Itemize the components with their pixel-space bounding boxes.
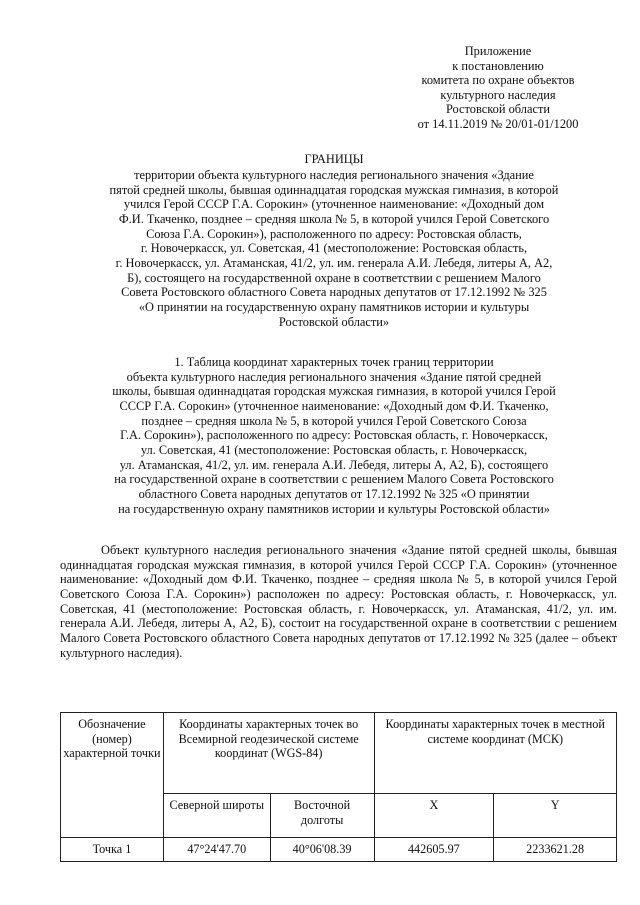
subheader-latitude: Северной широты [163,794,270,838]
header-point: Обозначение (номер) характерной точки [61,713,164,838]
territory-description [60,168,608,329]
description-line: учился Герой СССР Г.А. Сорокин» (уточненное наименование: «Доходный дом [123,197,545,212]
caption-line: СССР Г.А. Сорокин» (уточненное наименование: «Доходный дом Ф.И. Ткаченко, [119,398,549,413]
coordinates-table [60,712,617,862]
description-line: Совета Ростовского областного Совета народных депутатов от 17.12.1992 № 325 [121,285,547,300]
appendix-line: от 14.11.2019 № 20/01-01/1200 [417,116,579,131]
appendix-line: культурного наследия [440,87,556,102]
subheader-longitude: Восточной долготы [270,794,374,838]
caption-line: ул. Атаманская, 41/2, ул. им. генерала А.И. Лебедя, литеры А, А2, Б), состоящего [119,457,549,472]
cell-x: 442605.97 [374,838,494,862]
description-line: Ростовской области» [278,314,390,329]
header-wgs84: Координаты характерных точек во Всемирной геодезической системе координат (WGS-84) [163,713,374,794]
cell-point: Точка 1 [61,838,164,862]
table-header-row [61,713,617,794]
caption-line: объекта культурного наследия регионального значения «Здание пятой средней [126,369,542,384]
appendix-line: к постановлению [452,58,544,73]
caption-line: Г.А. Сорокин»), расположенного по адресу: Ростовская область, г. Новочеркасск, [120,428,548,443]
caption-line: областного Совета народных депутатов от 17.12.1992 № 325 «О принятии [138,486,530,501]
header-msk: Координаты характерных точек в местной системе координат (МСК) [374,713,617,794]
description-line: г. Новочеркасск, ул. Атаманская, 41/2, ул. им. генерала А.И. Лебедя, литеры А, А2, [115,255,553,270]
caption-line: 1. Таблица координат характерных точек границ территории [174,355,494,369]
document-heading: ГРАНИЦЫ [304,152,364,166]
cell-latitude: 47°24'47.70 [163,838,270,862]
cell-y: 2233621.28 [494,838,617,862]
description-line: Б), состоящего на государственной охране в соответствии с решением Малого [127,270,541,285]
cell-longitude: 40°06'08.39 [270,838,374,862]
caption-line: на государственную охрану памятников истории и культуры Ростовской области» [118,501,550,516]
subheader-y: Y [494,794,617,838]
caption-line: позднее – средняя школа № 5, в которой учился Герой Советского Союза [141,413,527,428]
description-line: «О принятии на государственную охрану памятников истории и культуры [138,299,530,314]
table-caption [60,355,608,516]
caption-line: ул. Советская, 41 (местоположение: Ростовская область, г. Новочеркасск, [140,442,528,457]
appendix-line: Ростовской области [445,102,551,117]
description-line: Союза Г.А. Сорокин»), расположенного по адресу: Ростовская область, [146,226,522,241]
caption-line: школы, бывшая одиннадцатая городская мужская гимназия, в которой учился Герой [112,384,556,399]
description-line: Ф.И. Ткаченко, позднее – средняя школа № 5, в которой учился Герой Советского [118,211,550,226]
appendix-line: комитета по охране объектов [421,73,575,88]
description-line: территории объекта культурного наследия регионального значения «Здание [134,168,534,182]
caption-line: на государственной охране в соответствии с решением Малого Совета Ростовского [114,472,554,487]
description-line: г. Новочеркасск, ул. Советская, 41 (местоположение: Ростовская область, [140,241,528,256]
object-paragraph: Объект культурного наследия регионального значения «Здание пятой средней школы, бывшая одиннадцатая городская мужская гимназия, в которой учился Герой СССР Г.А. Сорокин» (уточненное наименование: «Доходный дом Ф.И. Ткаченко, позднее – средняя школа № 5, в которой учился Герой Советского Союза Г.А. Сорокин») расположен по адресу: Ростовская область, г. Новочеркасск, ул. Советская, 41 (местоположение: Ростовская область, г. Новочеркасск, ул. Атаманская, 41/2, ул. им. генерала А.И. Лебедя, литеры А, А2, Б), состоит на государственной охране в соответствии с решением Малого Совета Ростовского областного Совета народных депутатов от 17.12.1992 № 325 (далее – объект культурного наследия). [60,543,617,660]
description-line: пятой средней школы, бывшая одиннадцатая городская мужская гимназия, в которой [109,182,559,197]
subheader-x: X [374,794,494,838]
appendix-line: Приложение [464,44,532,58]
appendix-block [380,44,616,132]
table-row [61,838,617,862]
